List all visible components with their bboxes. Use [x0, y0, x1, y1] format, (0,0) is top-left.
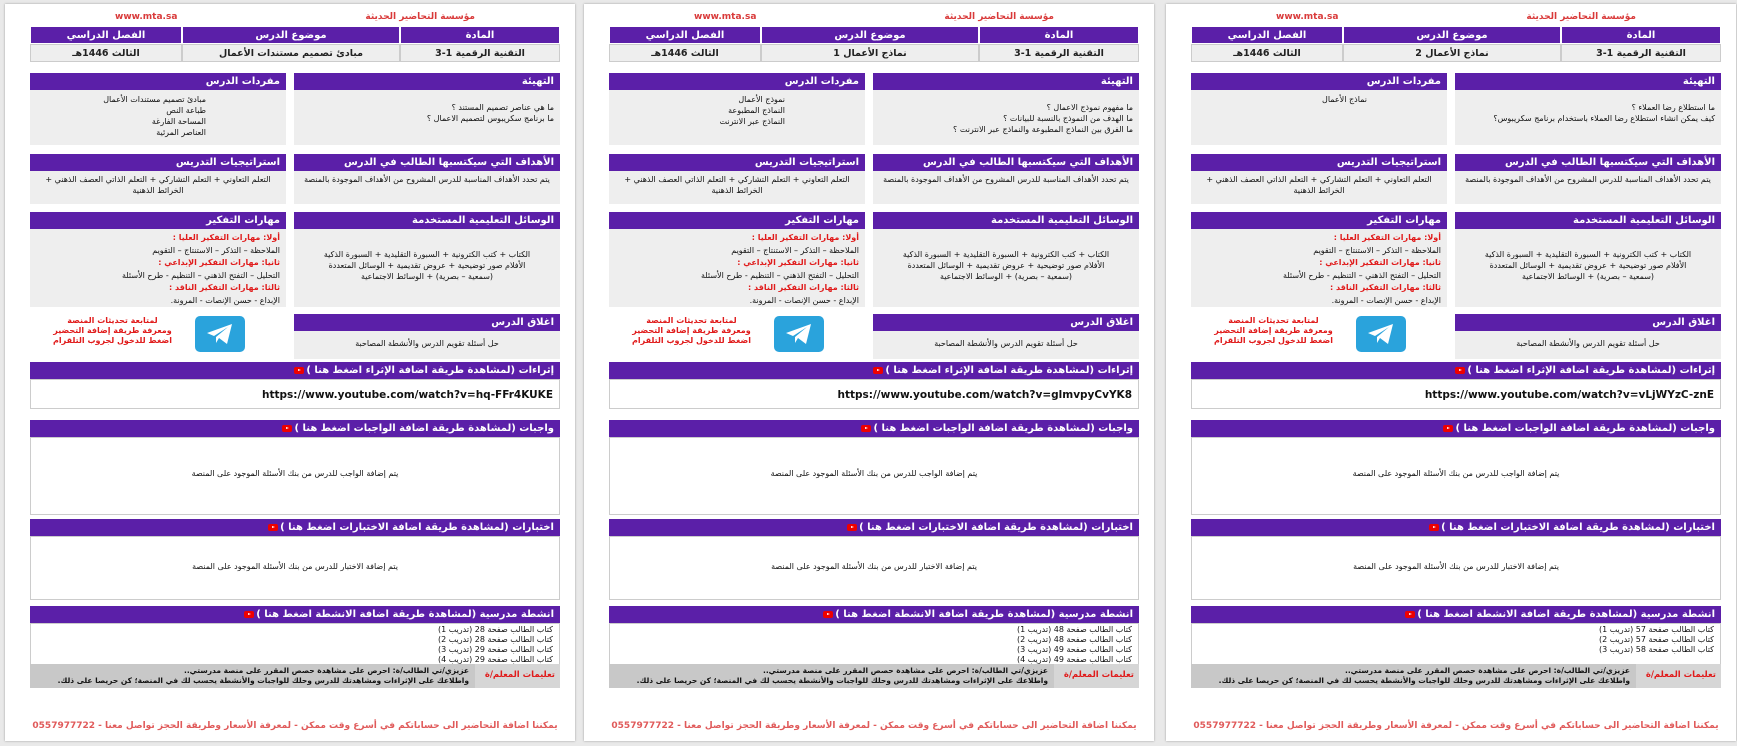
youtube-icon: [1455, 367, 1465, 374]
activity-item: كتاب الطالب صفحة 29 (تدريب 4): [437, 655, 553, 664]
youtube-icon: [1443, 425, 1453, 432]
notes-line: عزيزي/تي الطالب/ة: احرص على مشاهدة حصص المقرر على منصة مدرستي..: [762, 666, 1048, 675]
tools-line: الكتاب + كتب الكترونية + السبورة التقليدية + السبورة الذكية: [323, 250, 531, 259]
vocab-title: مفردات الدرس: [1191, 73, 1447, 90]
youtube-icon: [847, 524, 857, 531]
tools-body: [1455, 229, 1721, 307]
warmup-title: التهيئة: [873, 73, 1139, 90]
goals-section: [1455, 154, 1721, 204]
vocab-section: [1191, 73, 1447, 145]
enrichment-label: إثراءات (لمشاهدة طريقة اضافة الإثراء اضغط هنا ): [885, 365, 1133, 376]
teacher-notes: [1191, 664, 1721, 688]
activities-title[interactable]: [30, 606, 560, 623]
teacher-notes-label: تعليمات المعلم/ة: [475, 664, 560, 688]
vocab-section: [30, 73, 286, 145]
vocab-body: [30, 90, 286, 145]
topic-header: موضوع الدرس: [1343, 26, 1561, 44]
footer-contact[interactable]: يمكننا اضافة التحاضير الى حساباتكم في أسرع وقت ممكن - لمعرفة الأسعار وطريقة الحجز تواصل معنا - 0557977722: [1193, 721, 1719, 731]
activity-item: كتاب الطالب صفحة 29 (تدريب 3): [437, 645, 553, 654]
youtube-icon: [294, 367, 304, 374]
teacher-notes-label: تعليمات المعلم/ة: [1636, 664, 1721, 688]
goals-body: يتم تحدد الأهداف المناسبة للدرس المشروح من الأهداف الموجودة بالمنصة: [1455, 171, 1721, 204]
homework-label: واجبات (لمشاهدة طريقة اضافة الواجبات اضغط هنا ): [1455, 423, 1715, 434]
strategies-title: استراتيجيات التدريس: [1191, 154, 1447, 171]
subject-value: التقنية الرقمية 1-3: [979, 44, 1139, 62]
footer-contact[interactable]: يمكننا اضافة التحاضير الى حساباتكم في أسرع وقت ممكن - لمعرفة الأسعار وطريقة الحجز تواصل معنا - 0557977722: [611, 721, 1137, 731]
teacher-notes-text: [30, 664, 475, 688]
teacher-notes-label: تعليمات المعلم/ة: [1054, 664, 1139, 688]
thinking-section: [609, 212, 865, 307]
tests-label: اختبارات (لمشاهدة طريقة اضافة الاختبارات اضغط هنا ): [280, 522, 554, 533]
strategies-title: استراتيجيات التدريس: [30, 154, 286, 171]
activities-section: [30, 606, 560, 665]
tests-body: يتم إضافة الاختبار للدرس من بنك الأسئلة الموجود على المنصة: [30, 536, 560, 600]
tests-body: يتم إضافة الاختبار للدرس من بنك الأسئلة الموجود على المنصة: [609, 536, 1139, 600]
warmup-section: [294, 73, 560, 145]
term-value: الثالث 1446هـ: [30, 44, 182, 62]
enrichment-label: إثراءات (لمشاهدة طريقة اضافة الإثراء اضغط هنا ): [1467, 365, 1715, 376]
activities-body: [1191, 623, 1721, 665]
activity-item: كتاب الطالب صفحة 58 (تدريب 3): [1598, 645, 1714, 654]
teacher-notes: [30, 664, 560, 688]
promo-line: لمتابعة تحديثات المنصة: [1228, 316, 1319, 325]
tools-line: (سمعية – بصرية) + الوسائط الاجتماعية: [939, 272, 1073, 281]
term-header: الفصل الدراسي: [1191, 26, 1343, 44]
tools-section: [294, 212, 560, 307]
homework-body: يتم إضافة الواجب للدرس من بنك الأسئلة الموجود على المنصة: [30, 437, 560, 515]
tools-body: [873, 229, 1139, 307]
tests-title[interactable]: [1191, 519, 1721, 536]
subject-value: التقنية الرقمية 1-3: [1561, 44, 1721, 62]
topic-header: موضوع الدرس: [761, 26, 979, 44]
term-value: الثالث 1446هـ: [609, 44, 761, 62]
closing-section: [873, 314, 1139, 359]
telegram-button[interactable]: [774, 316, 824, 352]
warmup-title: التهيئة: [294, 73, 560, 90]
website-link[interactable]: www.mta.sa: [694, 12, 757, 22]
warmup-line: ما مفهوم نموذج الاعمال ؟: [1046, 103, 1133, 112]
notes-line: عزيزي/تي الطالب/ة: احرص على مشاهدة حصص المقرر على منصة مدرستي..: [1344, 666, 1630, 675]
homework-section: [609, 420, 1139, 515]
tools-section: [1455, 212, 1721, 307]
term-header: الفصل الدراسي: [609, 26, 761, 44]
thinking-heading: ثانيا: مهارات التفكير الإبداعي :: [1319, 258, 1441, 267]
activities-label: انشطة مدرسية (لمشاهدة طريقة اضافة الانشطة اضغط هنا ): [256, 609, 554, 620]
warmup-line: ما برنامج سكريبوس لتصميم الاعمال ؟: [426, 114, 554, 123]
telegram-promo[interactable]: [1191, 316, 1356, 346]
youtube-icon: [268, 524, 278, 531]
topic-value: مبادئ تصميم مستندات الأعمال: [182, 44, 400, 62]
activities-section: [1191, 606, 1721, 665]
tools-title: الوسائل التعليمية المستخدمة: [294, 212, 560, 229]
youtube-icon: [1429, 524, 1439, 531]
thinking-section: [1191, 212, 1447, 307]
goals-section: [294, 154, 560, 204]
warmup-body: [1455, 90, 1721, 145]
goals-body: يتم تحدد الأهداف المناسبة للدرس المشروح من الأهداف الموجودة بالمنصة: [294, 171, 560, 204]
notes-line: عزيزي/تي الطالب/ة: احرص على مشاهدة حصص المقرر على منصة مدرستي..: [183, 666, 469, 675]
enrichment-link[interactable]: https://www.youtube.com/watch?v=glmvpyCvYK8: [609, 379, 1139, 409]
enrichment-link[interactable]: https://www.youtube.com/watch?v=vLjWYzC-znE: [1191, 379, 1721, 409]
vocab-section: [609, 73, 865, 145]
promo-line: اضغط للدخول لجروب التلقرام: [632, 336, 751, 345]
closing-section: [294, 314, 560, 359]
youtube-icon: [861, 425, 871, 432]
promo-line: ومعرفة طريقة إضافة التحضير: [53, 326, 172, 335]
warmup-section: [1455, 73, 1721, 145]
strategies-body: التعلم التعاوني + التعلم التشاركي + التعلم الذاتي العصف الذهني + الخرائط الذهنية: [1191, 171, 1447, 204]
activities-title[interactable]: [1191, 606, 1721, 623]
activities-label: انشطة مدرسية (لمشاهدة طريقة اضافة الانشطة اضغط هنا ): [1417, 609, 1715, 620]
activities-body: [30, 623, 560, 665]
activities-body: [609, 623, 1139, 665]
homework-section: [30, 420, 560, 515]
thinking-line: التحليل – التفتح الذهني – التنظيم - طرح الأسئلة: [1282, 270, 1441, 280]
topic-header: موضوع الدرس: [182, 26, 400, 44]
youtube-icon: [282, 425, 292, 432]
activity-item: كتاب الطالب صفحة 57 (تدريب 2): [1598, 635, 1714, 644]
thinking-heading: أولا: مهارات التفكير العليا :: [751, 233, 859, 242]
enrichment-title[interactable]: [609, 362, 1139, 379]
warmup-line: ما هي عناصر تصميم المستند ؟: [451, 103, 554, 112]
lesson-info-table: [609, 26, 1139, 66]
goals-title: الأهداف التي سيكتسبها الطالب في الدرس: [873, 154, 1139, 171]
vocab-body: [609, 90, 865, 145]
vocab-line: طباعة النص: [166, 106, 206, 115]
thinking-line: الملاحظة – التذكر – الاستنتاج – التقويم: [1313, 245, 1441, 255]
warmup-line: كيف يمكن انشاء استطلاع رضا العملاء باستخدام برنامج سكريبوس؟: [1493, 114, 1715, 123]
strategies-section: [1191, 154, 1447, 204]
promo-line: ومعرفة طريقة إضافة التحضير: [1214, 326, 1333, 335]
activities-section: [609, 606, 1139, 665]
warmup-line: ما استطلاع رضا العملاء ؟: [1631, 103, 1715, 112]
activity-item: كتاب الطالب صفحة 48 (تدريب 1): [1016, 625, 1132, 634]
tests-section: [1191, 519, 1721, 600]
lesson-plan-sheet-1: [1166, 4, 1736, 741]
warmup-title: التهيئة: [1455, 73, 1721, 90]
lesson-plan-sheet-3: [5, 4, 575, 741]
closing-body: حل أسئلة تقويم الدرس والأنشطة المصاحبة: [873, 331, 1139, 359]
tools-body: [294, 229, 560, 307]
closing-body: حل أسئلة تقويم الدرس والأنشطة المصاحبة: [1455, 331, 1721, 359]
tests-body: يتم إضافة الاختبار للدرس من بنك الأسئلة الموجود على المنصة: [1191, 536, 1721, 600]
closing-title: اغلاق الدرس: [873, 314, 1139, 331]
promo-line: اضغط للدخول لجروب التلقرام: [1214, 336, 1333, 345]
goals-title: الأهداف التي سيكتسبها الطالب في الدرس: [1455, 154, 1721, 171]
telegram-icon: [1366, 322, 1396, 346]
org-name: مؤسسة التحاضير الحديثة: [365, 12, 475, 22]
telegram-promo[interactable]: [30, 316, 195, 346]
strategies-body: التعلم التعاوني + التعلم التشاركي + التعلم الذاتي العصف الذهني + الخرائط الذهنية: [30, 171, 286, 204]
thinking-line: الإبداع - حسن الإنصات - المرونة.: [170, 295, 280, 305]
tools-line: الأفلام صور توضيحية + عروض تقديمية + الوسائل المتعددة: [907, 261, 1105, 270]
vocab-line: النماذج المطبوعة: [728, 106, 785, 115]
thinking-heading: ثالثا: مهارات التفكير الناقد :: [169, 283, 280, 292]
thinking-heading: ثالثا: مهارات التفكير الناقد :: [748, 283, 859, 292]
enrichment-link[interactable]: https://www.youtube.com/watch?v=hq-FFr4KUKE: [30, 379, 560, 409]
thinking-body: [1191, 229, 1447, 307]
enrichment-section: [609, 362, 1139, 409]
activities-label: انشطة مدرسية (لمشاهدة طريقة اضافة الانشطة اضغط هنا ): [835, 609, 1133, 620]
tools-title: الوسائل التعليمية المستخدمة: [873, 212, 1139, 229]
footer-contact[interactable]: يمكننا اضافة التحاضير الى حساباتكم في أسرع وقت ممكن - لمعرفة الأسعار وطريقة الحجز تواصل معنا - 0557977722: [32, 721, 558, 731]
tools-line: (سمعية – بصرية) + الوسائط الاجتماعية: [1521, 272, 1655, 281]
tools-line: الكتاب + كتب الكترونية + السبورة التقليدية + السبورة الذكية: [1484, 250, 1692, 259]
thinking-line: التحليل – التفتح الذهني – التنظيم - طرح الأسئلة: [700, 270, 859, 280]
activity-item: كتاب الطالب صفحة 57 (تدريب 1): [1598, 625, 1714, 634]
vocab-line: مبادئ تصميم مستندات الأعمال: [103, 95, 206, 104]
term-header: الفصل الدراسي: [30, 26, 182, 44]
tests-label: اختبارات (لمشاهدة طريقة اضافة الاختبارات اضغط هنا ): [1441, 522, 1715, 533]
warmup-body: [294, 90, 560, 145]
youtube-icon: [244, 611, 254, 618]
telegram-promo[interactable]: [609, 316, 774, 346]
enrichment-title[interactable]: [1191, 362, 1721, 379]
sheet-header: [1191, 12, 1721, 26]
lesson-info-table: [30, 26, 560, 66]
thinking-section: [30, 212, 286, 307]
vocab-line: المساحة الفارغة: [151, 117, 206, 126]
vocab-title: مفردات الدرس: [30, 73, 286, 90]
vocab-title: مفردات الدرس: [609, 73, 865, 90]
enrichment-label: إثراءات (لمشاهدة طريقة اضافة الإثراء اضغط هنا ): [306, 365, 554, 376]
vocab-line: النماذج عبر الانترنت: [719, 117, 785, 126]
activity-item: كتاب الطالب صفحة 28 (تدريب 1): [437, 625, 553, 634]
thinking-line: الإبداع - حسن الإنصات - المرونة.: [749, 295, 859, 305]
homework-title[interactable]: [30, 420, 560, 437]
thinking-line: التحليل – التفتح الذهني – التنظيم - طرح الأسئلة: [121, 270, 280, 280]
warmup-body: [873, 90, 1139, 145]
tests-title[interactable]: [609, 519, 1139, 536]
youtube-icon: [1405, 611, 1415, 618]
thinking-body: [30, 229, 286, 307]
warmup-line: ما الهدف من النموذج بالنسبة للبيانات ؟: [1003, 114, 1133, 123]
thinking-heading: ثانيا: مهارات التفكير الإبداعي :: [737, 258, 859, 267]
topic-value: نماذج الأعمال 1: [761, 44, 979, 62]
tools-line: الأفلام صور توضيحية + عروض تقديمية + الوسائل المتعددة: [328, 261, 526, 270]
thinking-title: مهارات التفكير: [30, 212, 286, 229]
closing-section: [1455, 314, 1721, 359]
thinking-title: مهارات التفكير: [609, 212, 865, 229]
telegram-button[interactable]: [195, 316, 245, 352]
vocab-line: نماذج الأعمال: [1322, 95, 1367, 104]
thinking-line: الإبداع - حسن الإنصات - المرونة.: [1331, 295, 1441, 305]
warmup-line: ما الفرق بين النماذج المطبوعة والنماذج عبر الانترنت ؟: [953, 125, 1133, 134]
tests-section: [609, 519, 1139, 600]
tools-section: [873, 212, 1139, 307]
closing-body: حل أسئلة تقويم الدرس والأنشطة المصاحبة: [294, 331, 560, 359]
thinking-line: الملاحظة – التذكر – الاستنتاج – التقويم: [731, 245, 859, 255]
sheet-header: [609, 12, 1139, 26]
teacher-notes: [609, 664, 1139, 688]
activities-title[interactable]: [609, 606, 1139, 623]
strategies-section: [30, 154, 286, 204]
subject-header: المادة: [1561, 26, 1721, 44]
lesson-info-table: [1191, 26, 1721, 66]
promo-line: اضغط للدخول لجروب التلقرام: [53, 336, 172, 345]
thinking-heading: أولا: مهارات التفكير العليا :: [172, 233, 280, 242]
telegram-icon: [205, 322, 235, 346]
strategies-section: [609, 154, 865, 204]
tools-line: (سمعية – بصرية) + الوسائط الاجتماعية: [360, 272, 494, 281]
org-name: مؤسسة التحاضير الحديثة: [1526, 12, 1636, 22]
website-link[interactable]: www.mta.sa: [115, 12, 178, 22]
promo-line: لمتابعة تحديثات المنصة: [67, 316, 158, 325]
homework-label: واجبات (لمشاهدة طريقة اضافة الواجبات اضغط هنا ): [294, 423, 554, 434]
strategies-body: التعلم التعاوني + التعلم التشاركي + التعلم الذاتي العصف الذهني + الخرائط الذهنية: [609, 171, 865, 204]
tools-line: الكتاب + كتب الكترونية + السبورة التقليدية + السبورة الذكية: [902, 250, 1110, 259]
tests-title[interactable]: [30, 519, 560, 536]
org-name: مؤسسة التحاضير الحديثة: [944, 12, 1054, 22]
thinking-heading: ثالثا: مهارات التفكير الناقد :: [1330, 283, 1441, 292]
subject-header: المادة: [979, 26, 1139, 44]
homework-label: واجبات (لمشاهدة طريقة اضافة الواجبات اضغط هنا ): [873, 423, 1133, 434]
thinking-body: [609, 229, 865, 307]
lesson-plan-sheet-2: [584, 4, 1154, 741]
sheet-header: [30, 12, 560, 26]
enrichment-section: [1191, 362, 1721, 409]
tools-line: الأفلام صور توضيحية + عروض تقديمية + الوسائل المتعددة: [1489, 261, 1687, 270]
term-value: الثالث 1446هـ: [1191, 44, 1343, 62]
activity-item: كتاب الطالب صفحة 48 (تدريب 2): [1016, 635, 1132, 644]
strategies-title: استراتيجيات التدريس: [609, 154, 865, 171]
homework-title[interactable]: [609, 420, 1139, 437]
promo-line: لمتابعة تحديثات المنصة: [646, 316, 737, 325]
goals-body: يتم تحدد الأهداف المناسبة للدرس المشروح من الأهداف الموجودة بالمنصة: [873, 171, 1139, 204]
closing-title: اغلاق الدرس: [1455, 314, 1721, 331]
topic-value: نماذج الأعمال 2: [1343, 44, 1561, 62]
vocab-line: العناصر المرئية: [156, 128, 206, 137]
vocab-body: [1191, 90, 1447, 145]
tests-label: اختبارات (لمشاهدة طريقة اضافة الاختبارات اضغط هنا ): [859, 522, 1133, 533]
closing-title: اغلاق الدرس: [294, 314, 560, 331]
telegram-button[interactable]: [1356, 316, 1406, 352]
activity-item: كتاب الطالب صفحة 49 (تدريب 3): [1016, 645, 1132, 654]
telegram-icon: [784, 322, 814, 346]
goals-section: [873, 154, 1139, 204]
youtube-icon: [873, 367, 883, 374]
homework-section: [1191, 420, 1721, 515]
thinking-heading: أولا: مهارات التفكير العليا :: [1333, 233, 1441, 242]
subject-header: المادة: [400, 26, 560, 44]
warmup-section: [873, 73, 1139, 145]
goals-title: الأهداف التي سيكتسبها الطالب في الدرس: [294, 154, 560, 171]
tests-section: [30, 519, 560, 600]
vocab-line: نموذج الأعمال: [738, 95, 785, 104]
teacher-notes-text: [609, 664, 1054, 688]
thinking-heading: ثانيا: مهارات التفكير الإبداعي :: [158, 258, 280, 267]
notes-line: واطلاعك على الإثراءات ومشاهدتك للدرس وحلك للواجبات والأنشطة يحسب لك في المنصة؛ كن حريصا على ذلك.: [1218, 676, 1630, 685]
homework-body: يتم إضافة الواجب للدرس من بنك الأسئلة الموجود على المنصة: [609, 437, 1139, 515]
subject-value: التقنية الرقمية 1-3: [400, 44, 560, 62]
enrichment-title[interactable]: [30, 362, 560, 379]
enrichment-section: [30, 362, 560, 409]
notes-line: واطلاعك على الإثراءات ومشاهدتك للدرس وحلك للواجبات والأنشطة يحسب لك في المنصة؛ كن حريصا على ذلك.: [57, 676, 469, 685]
activity-item: كتاب الطالب صفحة 49 (تدريب 4): [1016, 655, 1132, 664]
homework-body: يتم إضافة الواجب للدرس من بنك الأسئلة الموجود على المنصة: [1191, 437, 1721, 515]
activity-item: كتاب الطالب صفحة 28 (تدريب 2): [437, 635, 553, 644]
website-link[interactable]: www.mta.sa: [1276, 12, 1339, 22]
thinking-title: مهارات التفكير: [1191, 212, 1447, 229]
notes-line: واطلاعك على الإثراءات ومشاهدتك للدرس وحلك للواجبات والأنشطة يحسب لك في المنصة؛ كن حريصا على ذلك.: [636, 676, 1048, 685]
promo-line: ومعرفة طريقة إضافة التحضير: [632, 326, 751, 335]
homework-title[interactable]: [1191, 420, 1721, 437]
tools-title: الوسائل التعليمية المستخدمة: [1455, 212, 1721, 229]
teacher-notes-text: [1191, 664, 1636, 688]
youtube-icon: [823, 611, 833, 618]
thinking-line: الملاحظة – التذكر – الاستنتاج – التقويم: [152, 245, 280, 255]
